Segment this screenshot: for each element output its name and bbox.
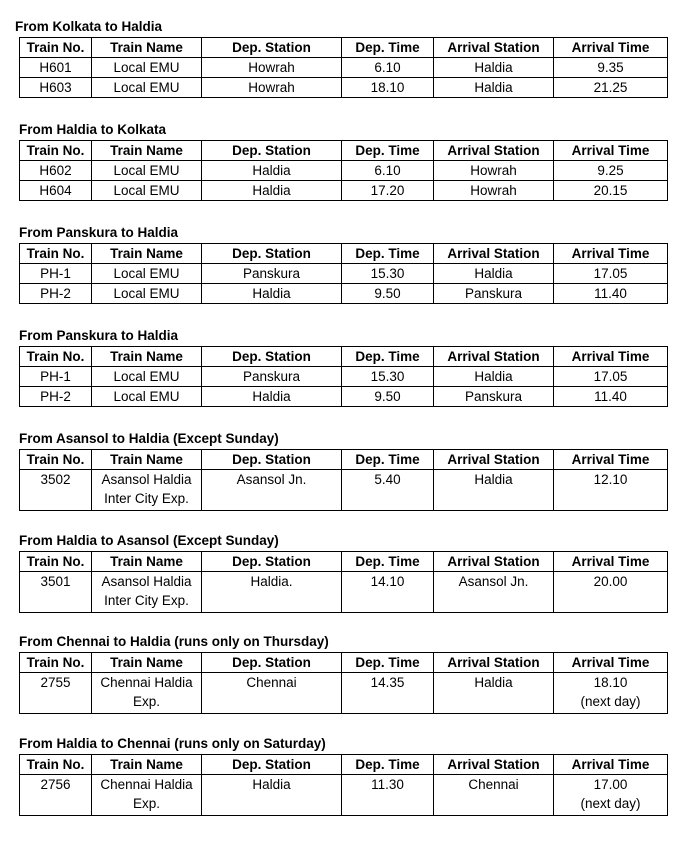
table-header-row — [20, 38, 668, 58]
timetable-table — [19, 140, 668, 201]
cell-no: PH-2 — [20, 284, 92, 304]
column-header: Train No. — [20, 450, 92, 470]
cell-no: 2756 — [20, 775, 92, 816]
column-header: Train No. — [20, 347, 92, 367]
column-header: Dep. Station — [202, 450, 342, 470]
table-row — [20, 264, 668, 284]
column-header: Arrival Station — [434, 755, 554, 775]
cell-dep-time: 15.30 — [342, 367, 434, 387]
cell-dep: Panskura — [202, 367, 342, 387]
cell-arr: Haldia — [434, 264, 554, 284]
cell-no: 3501 — [20, 572, 92, 613]
cell-arr-time — [554, 775, 668, 816]
cell-line: 20.15 — [593, 183, 628, 198]
cell-arr-time — [554, 161, 668, 181]
column-header: Dep. Station — [202, 653, 342, 673]
cell-dep-time: 14.10 — [342, 572, 434, 613]
cell-name — [92, 572, 202, 613]
cell-name — [92, 673, 202, 714]
cell-dep-time: 17.20 — [342, 181, 434, 201]
cell-name — [92, 387, 202, 407]
cell-arr-time — [554, 78, 668, 98]
cell-arr: Asansol Jn. — [434, 572, 554, 613]
table-header-row — [20, 552, 668, 572]
timetable-table — [19, 754, 668, 816]
cell-no: PH-2 — [20, 387, 92, 407]
column-header: Train Name — [92, 347, 202, 367]
section-title: From Haldia to Kolkata — [19, 122, 167, 137]
cell-line: Local EMU — [113, 266, 180, 281]
column-header: Dep. Time — [342, 450, 434, 470]
column-header: Train Name — [92, 38, 202, 58]
cell-dep-time: 5.40 — [342, 470, 434, 511]
timetable-table — [19, 551, 668, 613]
cell-line: 18.10 — [593, 675, 628, 690]
cell-arr: Haldia — [434, 58, 554, 78]
cell-no: H602 — [20, 161, 92, 181]
cell-dep: Haldia — [202, 161, 342, 181]
cell-name — [92, 264, 202, 284]
column-header: Arrival Time — [554, 38, 668, 58]
cell-dep-time: 11.30 — [342, 775, 434, 816]
cell-name — [92, 161, 202, 181]
cell-no: PH-1 — [20, 264, 92, 284]
cell-line: 9.25 — [597, 163, 624, 178]
cell-dep-time: 9.50 — [342, 284, 434, 304]
cell-name — [92, 775, 202, 816]
table-row — [20, 284, 668, 304]
column-header: Dep. Time — [342, 347, 434, 367]
timetable-table — [19, 346, 668, 407]
cell-name — [92, 78, 202, 98]
column-header: Dep. Station — [202, 755, 342, 775]
table-header-row — [20, 347, 668, 367]
cell-line: Local EMU — [113, 163, 180, 178]
cell-line: 17.00 — [593, 777, 628, 792]
table-row — [20, 470, 668, 511]
cell-arr: Haldia — [434, 673, 554, 714]
column-header: Arrival Station — [434, 141, 554, 161]
cell-dep: Howrah — [202, 78, 342, 98]
section-title: From Chennai to Haldia (runs only on Thursday) — [19, 634, 329, 649]
column-header: Arrival Time — [554, 347, 668, 367]
cell-line: 12.10 — [593, 472, 628, 487]
cell-arr: Panskura — [434, 284, 554, 304]
cell-line: Chennai Haldia — [100, 675, 193, 690]
column-header: Dep. Station — [202, 244, 342, 264]
section-title: From Haldia to Asansol (Except Sunday) — [19, 533, 279, 548]
cell-no: PH-1 — [20, 367, 92, 387]
timetable-table — [19, 37, 668, 98]
column-header: Dep. Time — [342, 755, 434, 775]
cell-arr-time — [554, 284, 668, 304]
timetable-table — [19, 449, 668, 511]
cell-arr-time — [554, 673, 668, 714]
column-header: Train Name — [92, 755, 202, 775]
cell-dep-time: 14.35 — [342, 673, 434, 714]
column-header: Train No. — [20, 552, 92, 572]
cell-name — [92, 284, 202, 304]
cell-dep: Haldia. — [202, 572, 342, 613]
table-header-row — [20, 755, 668, 775]
column-header: Arrival Station — [434, 244, 554, 264]
cell-line: Chennai Haldia — [100, 777, 193, 792]
cell-line: 17.05 — [593, 266, 628, 281]
cell-dep-time: 18.10 — [342, 78, 434, 98]
cell-arr: Howrah — [434, 161, 554, 181]
column-header: Arrival Time — [554, 141, 668, 161]
column-header: Arrival Station — [434, 450, 554, 470]
cell-arr: Panskura — [434, 387, 554, 407]
cell-line: Exp. — [132, 694, 160, 709]
cell-arr: Howrah — [434, 181, 554, 201]
cell-no: H601 — [20, 58, 92, 78]
section-title: From Panskura to Haldia — [19, 225, 179, 240]
section-title: From Panskura to Haldia — [19, 328, 179, 343]
table-row — [20, 181, 668, 201]
column-header: Arrival Station — [434, 653, 554, 673]
timetable-table — [19, 652, 668, 714]
column-header: Train No. — [20, 38, 92, 58]
table-row — [20, 58, 668, 78]
section-title: From Kolkata to Haldia — [15, 19, 163, 34]
cell-line: Inter City Exp. — [104, 491, 189, 506]
column-header: Arrival Station — [434, 552, 554, 572]
table-row — [20, 161, 668, 181]
table-header-row — [20, 450, 668, 470]
cell-no: 2755 — [20, 673, 92, 714]
cell-dep: Asansol Jn. — [202, 470, 342, 511]
column-header: Arrival Time — [554, 653, 668, 673]
cell-arr: Haldia — [434, 367, 554, 387]
cell-dep-time: 6.10 — [342, 58, 434, 78]
cell-dep: Chennai — [202, 673, 342, 714]
cell-dep-time: 6.10 — [342, 161, 434, 181]
cell-line: Asansol Haldia — [101, 472, 192, 487]
cell-line: Local EMU — [113, 80, 180, 95]
cell-arr-time — [554, 387, 668, 407]
column-header: Train Name — [92, 244, 202, 264]
cell-dep: Haldia — [202, 181, 342, 201]
cell-line: 21.25 — [593, 80, 628, 95]
column-header: Dep. Time — [342, 552, 434, 572]
table-row — [20, 387, 668, 407]
cell-dep: Howrah — [202, 58, 342, 78]
cell-line: Local EMU — [113, 389, 180, 404]
column-header: Train Name — [92, 141, 202, 161]
cell-dep-time: 15.30 — [342, 264, 434, 284]
column-header: Train Name — [92, 450, 202, 470]
column-header: Train No. — [20, 653, 92, 673]
table-header-row — [20, 141, 668, 161]
cell-arr-time — [554, 470, 668, 511]
cell-line: 9.35 — [597, 60, 624, 75]
column-header: Dep. Time — [342, 141, 434, 161]
cell-arr: Haldia — [434, 470, 554, 511]
table-row — [20, 775, 668, 816]
column-header: Dep. Station — [202, 38, 342, 58]
cell-arr: Haldia — [434, 78, 554, 98]
cell-arr-time — [554, 572, 668, 613]
column-header: Train No. — [20, 244, 92, 264]
cell-dep: Haldia — [202, 284, 342, 304]
cell-line: (next day) — [580, 694, 641, 709]
cell-line: Local EMU — [113, 183, 180, 198]
cell-line: 20.00 — [593, 574, 628, 589]
cell-name — [92, 470, 202, 511]
column-header: Dep. Time — [342, 38, 434, 58]
cell-line: Exp. — [132, 796, 160, 811]
column-header: Dep. Time — [342, 653, 434, 673]
column-header: Arrival Station — [434, 38, 554, 58]
section-title: From Haldia to Chennai (runs only on Saturday) — [19, 736, 326, 751]
cell-arr-time — [554, 58, 668, 78]
table-header-row — [20, 244, 668, 264]
cell-name — [92, 181, 202, 201]
cell-line: 11.40 — [594, 389, 627, 404]
column-header: Train No. — [20, 141, 92, 161]
cell-line: Asansol Haldia — [101, 574, 192, 589]
column-header: Train Name — [92, 552, 202, 572]
cell-dep: Haldia — [202, 775, 342, 816]
column-header: Dep. Station — [202, 141, 342, 161]
cell-line: Inter City Exp. — [104, 593, 189, 608]
column-header: Arrival Station — [434, 347, 554, 367]
column-header: Dep. Station — [202, 552, 342, 572]
cell-dep: Panskura — [202, 264, 342, 284]
cell-no: H604 — [20, 181, 92, 201]
cell-no: 3502 — [20, 470, 92, 511]
column-header: Train Name — [92, 653, 202, 673]
cell-line: Local EMU — [113, 286, 180, 301]
column-header: Train No. — [20, 755, 92, 775]
cell-line: 17.05 — [593, 369, 628, 384]
column-header: Arrival Time — [554, 450, 668, 470]
cell-line: 11.40 — [594, 286, 627, 301]
column-header: Arrival Time — [554, 244, 668, 264]
cell-arr-time — [554, 264, 668, 284]
cell-line: Local EMU — [113, 60, 180, 75]
cell-name — [92, 58, 202, 78]
cell-line: Local EMU — [113, 369, 180, 384]
cell-arr-time — [554, 367, 668, 387]
table-row — [20, 367, 668, 387]
cell-line: (next day) — [580, 796, 641, 811]
column-header: Arrival Time — [554, 755, 668, 775]
table-row — [20, 572, 668, 613]
column-header: Dep. Station — [202, 347, 342, 367]
cell-arr-time — [554, 181, 668, 201]
table-row — [20, 78, 668, 98]
section-title: From Asansol to Haldia (Except Sunday) — [19, 431, 279, 446]
column-header: Dep. Time — [342, 244, 434, 264]
timetable-table — [19, 243, 668, 304]
table-row — [20, 673, 668, 714]
cell-arr: Chennai — [434, 775, 554, 816]
cell-dep-time: 9.50 — [342, 387, 434, 407]
cell-dep: Haldia — [202, 387, 342, 407]
table-header-row — [20, 653, 668, 673]
cell-no: H603 — [20, 78, 92, 98]
column-header: Arrival Time — [554, 552, 668, 572]
cell-name — [92, 367, 202, 387]
